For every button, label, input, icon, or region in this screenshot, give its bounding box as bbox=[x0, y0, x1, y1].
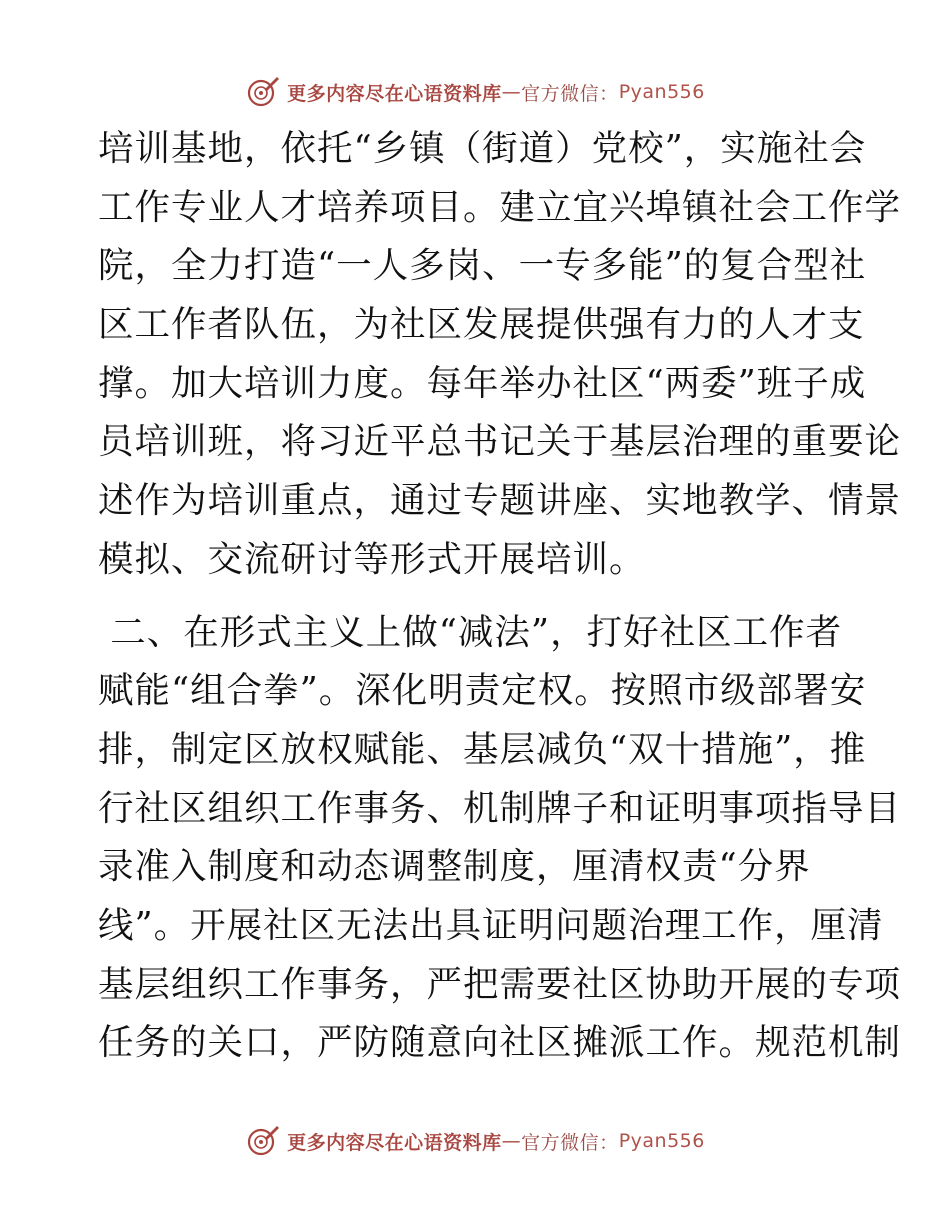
footer-banner bbox=[0, 1121, 950, 1161]
pen-nib-logo-icon bbox=[245, 74, 281, 110]
text-line: 院，全力打造“一人多岗、一专多能”的复合型社 bbox=[98, 245, 867, 287]
header-banner bbox=[0, 72, 950, 112]
paragraph-2 bbox=[98, 604, 902, 1074]
text-line: 区工作者队伍，为社区发展提供强有力的人才支 bbox=[98, 304, 865, 346]
text-line: 培训基地，依托“乡镇（街道）党校”，实施社会 bbox=[98, 128, 867, 169]
banner-wechat-id: Pyan556 bbox=[618, 81, 705, 103]
text-line: 二、在形式主义上做“减法”，打好社区工作者 bbox=[98, 611, 843, 653]
banner-site-text: 更多内容尽在心语资料库 bbox=[287, 82, 502, 105]
banner-separator: — bbox=[501, 1130, 522, 1152]
document-body bbox=[98, 120, 902, 1073]
text-line: 模拟、交流研讨等形式开展培训。 bbox=[98, 538, 646, 580]
text-line: 排，制定区放权赋能、基层减负“双十措施”，推 bbox=[98, 728, 867, 770]
text-line: 任务的关口，严防随意向社区摊派工作。规范机制 bbox=[98, 1022, 902, 1064]
text-line: 录准入制度和动态调整制度，厘清权责“分界 bbox=[98, 846, 811, 888]
banner-wechat-id: Pyan556 bbox=[618, 1130, 705, 1152]
text-line: 线”。开展社区无法出具证明问题治理工作，厘清 bbox=[98, 904, 884, 946]
banner-site-text: 更多内容尽在心语资料库 bbox=[287, 1131, 502, 1154]
text-line: 赋能“组合拳”。深化明责定权。按照市级部署安 bbox=[98, 670, 867, 712]
banner-wechat-label: 官方微信： bbox=[521, 82, 619, 105]
pen-nib-logo-icon bbox=[245, 1123, 281, 1159]
text-line: 工作专业人才培养项目。建立宜兴埠镇社会工作学 bbox=[98, 186, 902, 228]
paragraph-1 bbox=[98, 120, 902, 590]
text-line: 述作为培训重点，通过专题讲座、实地教学、情景 bbox=[98, 480, 902, 522]
text-line: 员培训班，将习近平总书记关于基层治理的重要论 bbox=[98, 421, 902, 463]
banner-separator: — bbox=[501, 81, 522, 103]
banner-wechat-label: 官方微信： bbox=[521, 1131, 619, 1154]
text-line: 撑。加大培训力度。每年举办社区“两委”班子成 bbox=[98, 362, 867, 404]
text-line: 行社区组织工作事务、机制牌子和证明事项指导目 bbox=[98, 787, 902, 829]
text-line: 基层组织工作事务，严把需要社区协助开展的专项 bbox=[98, 963, 902, 1005]
